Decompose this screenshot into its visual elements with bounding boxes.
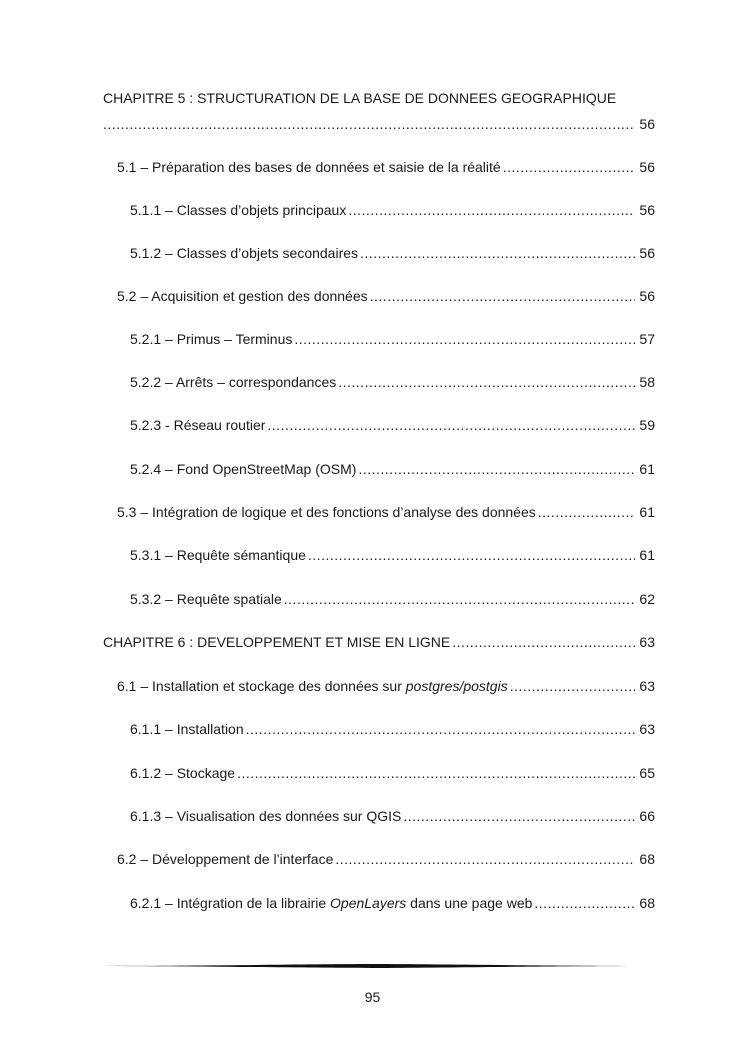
dot-leader xyxy=(360,244,635,262)
toc-entry-chapter-6[interactable] xyxy=(103,633,655,651)
toc-entry-title: 5.2.2 – Arrêts – correspondances xyxy=(130,374,337,390)
dot-leader xyxy=(358,460,635,478)
dot-leader xyxy=(246,720,636,738)
dot-leader xyxy=(348,201,635,219)
toc-entry-title: 5.1 – Préparation des bases de données et saisie de la réalité xyxy=(117,159,501,175)
toc-entry-page: 59 xyxy=(639,417,655,433)
toc-entry-title: 5.2.3 - Réseau routier xyxy=(130,417,266,433)
toc-entry-title: 6.1.2 – Stockage xyxy=(130,765,236,781)
toc-entry-title: 5.1.2 – Classes d’objets secondaires xyxy=(130,245,359,261)
toc-chapter-5-title[interactable] xyxy=(103,89,655,107)
dot-leader xyxy=(452,633,635,651)
dot-leader xyxy=(538,503,636,521)
dot-leader xyxy=(294,330,635,348)
toc-entry-6-2[interactable] xyxy=(117,850,655,868)
toc-entry-title: 5.2 – Acquisition et gestion des données xyxy=(117,288,368,304)
toc-entry-title: 5.2.4 – Fond OpenStreetMap (OSM) xyxy=(130,461,357,477)
dot-leader xyxy=(103,115,635,133)
toc-entry-page: 63 xyxy=(639,678,655,694)
toc-entry-page: 62 xyxy=(639,591,655,607)
toc-entry-page: 56 xyxy=(639,116,655,132)
toc-entry-title xyxy=(117,677,508,695)
toc-entry-page: 68 xyxy=(639,851,655,867)
toc-entry-title: 5.3.1 – Requête sémantique xyxy=(130,547,306,563)
toc-entry-5-2[interactable] xyxy=(117,287,655,305)
dot-leader xyxy=(403,807,635,825)
dot-leader xyxy=(370,287,636,305)
toc-entry-6-2-1[interactable] xyxy=(130,894,655,912)
toc-entry-title: CHAPITRE 6 : DEVELOPPEMENT ET MISE EN LIGNE xyxy=(103,634,451,650)
toc-entry-5-2-1[interactable] xyxy=(130,330,655,348)
toc-entry-page: 65 xyxy=(639,765,655,781)
toc-entry-5-2-2[interactable] xyxy=(130,373,655,391)
dot-leader xyxy=(534,894,635,912)
toc-entry-title: 5.2.1 – Primus – Terminus xyxy=(130,331,293,347)
dot-leader xyxy=(267,416,635,434)
page-number: 95 xyxy=(364,989,381,1005)
toc-entry-title: 5.3 – Intégration de logique et des fonctions d’analyse des données xyxy=(117,504,536,520)
toc-entry-page: 58 xyxy=(639,374,655,390)
dot-leader xyxy=(335,850,635,868)
toc-entry-6-1-1[interactable] xyxy=(130,720,655,738)
dot-leader xyxy=(284,590,636,608)
toc-entry-6-1[interactable] xyxy=(117,677,655,695)
toc-entry-page: 61 xyxy=(639,547,655,563)
toc-entry-page: 63 xyxy=(639,721,655,737)
dot-leader xyxy=(308,546,636,564)
toc-entry-6-1-2[interactable] xyxy=(130,764,655,782)
toc-entry-title: CHAPITRE 5 : STRUCTURATION DE LA BASE DE DONNEES GEOGRAPHIQUE xyxy=(103,90,617,106)
footer-decorative-rule xyxy=(103,961,641,971)
toc-entry-5-3[interactable] xyxy=(117,503,655,521)
toc-entry-title: 6.2 – Développement de l’interface xyxy=(117,851,334,867)
toc-entry-5-3-2[interactable] xyxy=(130,590,655,608)
dot-leader xyxy=(237,764,635,782)
toc-entry-page: 68 xyxy=(639,895,655,911)
dot-leader xyxy=(338,373,635,391)
toc-entry-title xyxy=(130,894,532,912)
toc-entry-5-1-1[interactable] xyxy=(130,201,655,219)
toc-entry-5-2-4[interactable] xyxy=(130,460,655,478)
toc-entry-page: 63 xyxy=(639,634,655,650)
toc-entry-6-1-3[interactable] xyxy=(130,807,655,825)
toc-entry-title: 6.1.1 – Installation xyxy=(130,721,244,737)
toc-entry-page: 56 xyxy=(639,202,655,218)
toc-entry-page: 61 xyxy=(639,461,655,477)
toc-entry-title-italic: OpenLayers xyxy=(330,895,407,911)
toc-entry-5-3-1[interactable] xyxy=(130,546,655,564)
toc-entry-page: 66 xyxy=(639,808,655,824)
toc-entry-page: 56 xyxy=(639,288,655,304)
toc-entry-5-1[interactable] xyxy=(117,158,655,176)
toc-entry-page: 56 xyxy=(639,159,655,175)
dot-leader xyxy=(503,158,636,176)
dot-leader xyxy=(510,677,636,695)
toc-entry-page: 57 xyxy=(639,331,655,347)
toc-chapter-5-leader-line xyxy=(103,115,655,133)
toc-entry-title-text: 6.1 – Installation et stockage des données sur xyxy=(117,678,406,694)
toc-entry-title: 5.3.2 – Requête spatiale xyxy=(130,591,282,607)
toc-entry-title-text: 6.2.1 – Intégration de la librairie xyxy=(130,895,331,911)
toc-entry-5-1-2[interactable] xyxy=(130,244,655,262)
toc-entry-title-text: dans une page web xyxy=(406,895,533,911)
toc-entry-page: 61 xyxy=(639,504,655,520)
toc-entry-title: 5.1.1 – Classes d’objets principaux xyxy=(130,202,347,218)
toc-entry-page: 56 xyxy=(639,245,655,261)
toc-entry-title-italic: postgres/postgis xyxy=(405,678,508,694)
toc-entry-5-2-3[interactable] xyxy=(130,416,655,434)
toc-entry-title: 6.1.3 – Visualisation des données sur QGIS xyxy=(130,808,402,824)
